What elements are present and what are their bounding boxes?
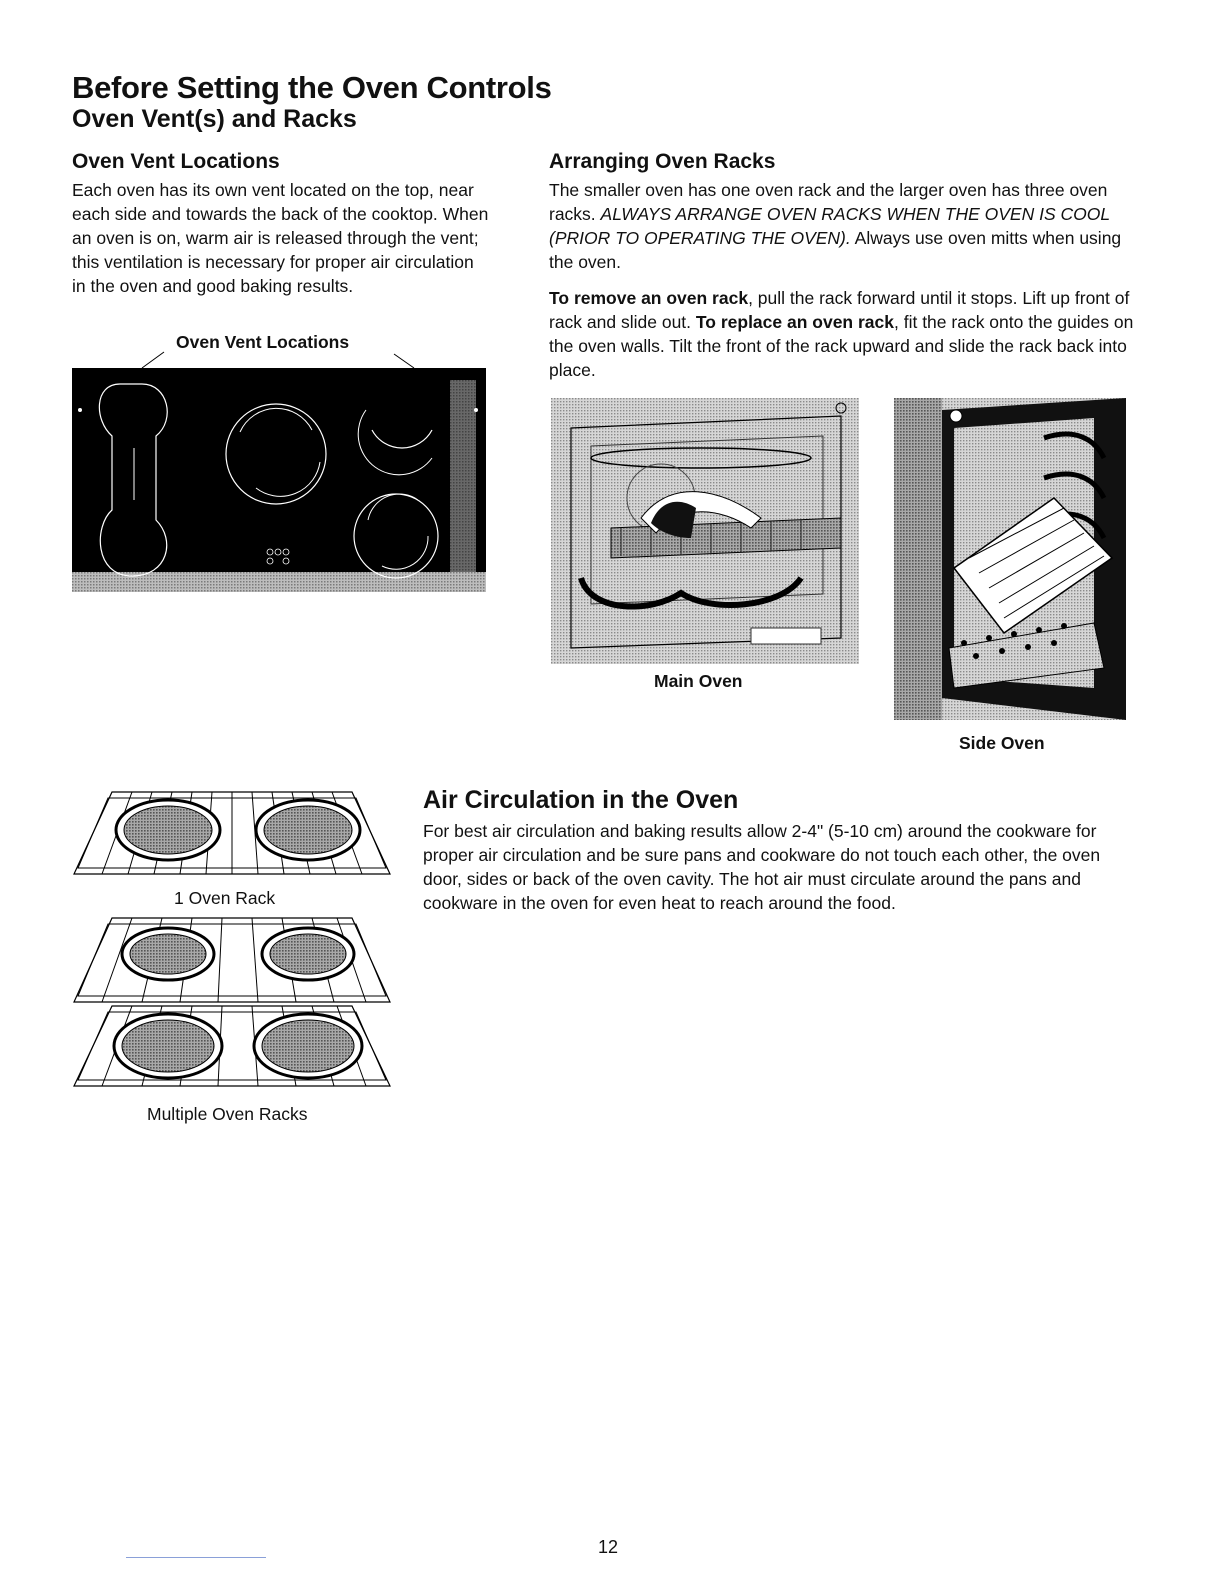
air-body: For best air circulation and baking results allow 2-4" (5-10 cm) around the cookware for proper air circulation and be sure pans and cookware do not touch each other, the oven door, sides or back of the oven cavity. The hot air must circulate around the pans and cookware in the oven for even heat to reach around the food. [423, 821, 1101, 913]
vent-heading: Oven Vent Locations [72, 150, 280, 173]
main-oven-caption: Main Oven [654, 671, 743, 691]
vent-body: Each oven has its own vent located on the top, near each side and towards the back of the cooktop. When an oven is on, warm air is released through the vent; this ventilation is necessary for proper air circulation in the oven and good baking results. [72, 180, 489, 296]
multiple-racks-caption: Multiple Oven Racks [147, 1104, 308, 1124]
replace-rack-label: To replace an oven rack [695, 312, 894, 332]
side-oven-caption: Side Oven [959, 733, 1045, 753]
remove-rack-label: To remove an oven rack [549, 288, 749, 308]
side-oven-figure [894, 398, 1126, 720]
air-section [423, 786, 1143, 915]
racks-p1-warning: ALWAYS ARRANGE OVEN RACKS WHEN THE OVEN IS COOL (PRIOR TO OPERATING THE OVEN). [549, 204, 1110, 248]
racks-p1-end: Always use oven mitts when using the oven. [549, 228, 1122, 272]
cooktop-figure [72, 350, 486, 592]
multiple-racks-figure [72, 914, 392, 1092]
racks-paragraph-2 [549, 286, 1139, 382]
racks-p1-text: The smaller oven has one oven rack and the larger oven has three oven racks. [549, 180, 1108, 224]
footer-rule [126, 1557, 266, 1558]
page-number: 12 [598, 1537, 619, 1557]
one-rack-caption: 1 Oven Rack [174, 888, 276, 908]
main-oven-figure [551, 398, 859, 664]
racks-section [549, 150, 1139, 382]
page-title: Before Setting the Oven Controls [72, 70, 552, 105]
vent-section [72, 150, 492, 298]
racks-paragraph-1 [549, 178, 1139, 274]
one-rack-figure [72, 788, 392, 884]
replace-rack-text: , fit the rack onto the guides on the oven walls. Tilt the front of the rack upward and slide the rack back into place. [549, 312, 1134, 380]
page-subtitle: Oven Vent(s) and Racks [72, 105, 357, 133]
air-heading: Air Circulation in the Oven [423, 786, 739, 814]
remove-rack-text: , pull the rack forward until it stops. Lift up front of rack and slide out. [549, 288, 1130, 332]
vent-figure-caption: Oven Vent Locations [176, 332, 350, 352]
racks-heading: Arranging Oven Racks [549, 150, 776, 173]
